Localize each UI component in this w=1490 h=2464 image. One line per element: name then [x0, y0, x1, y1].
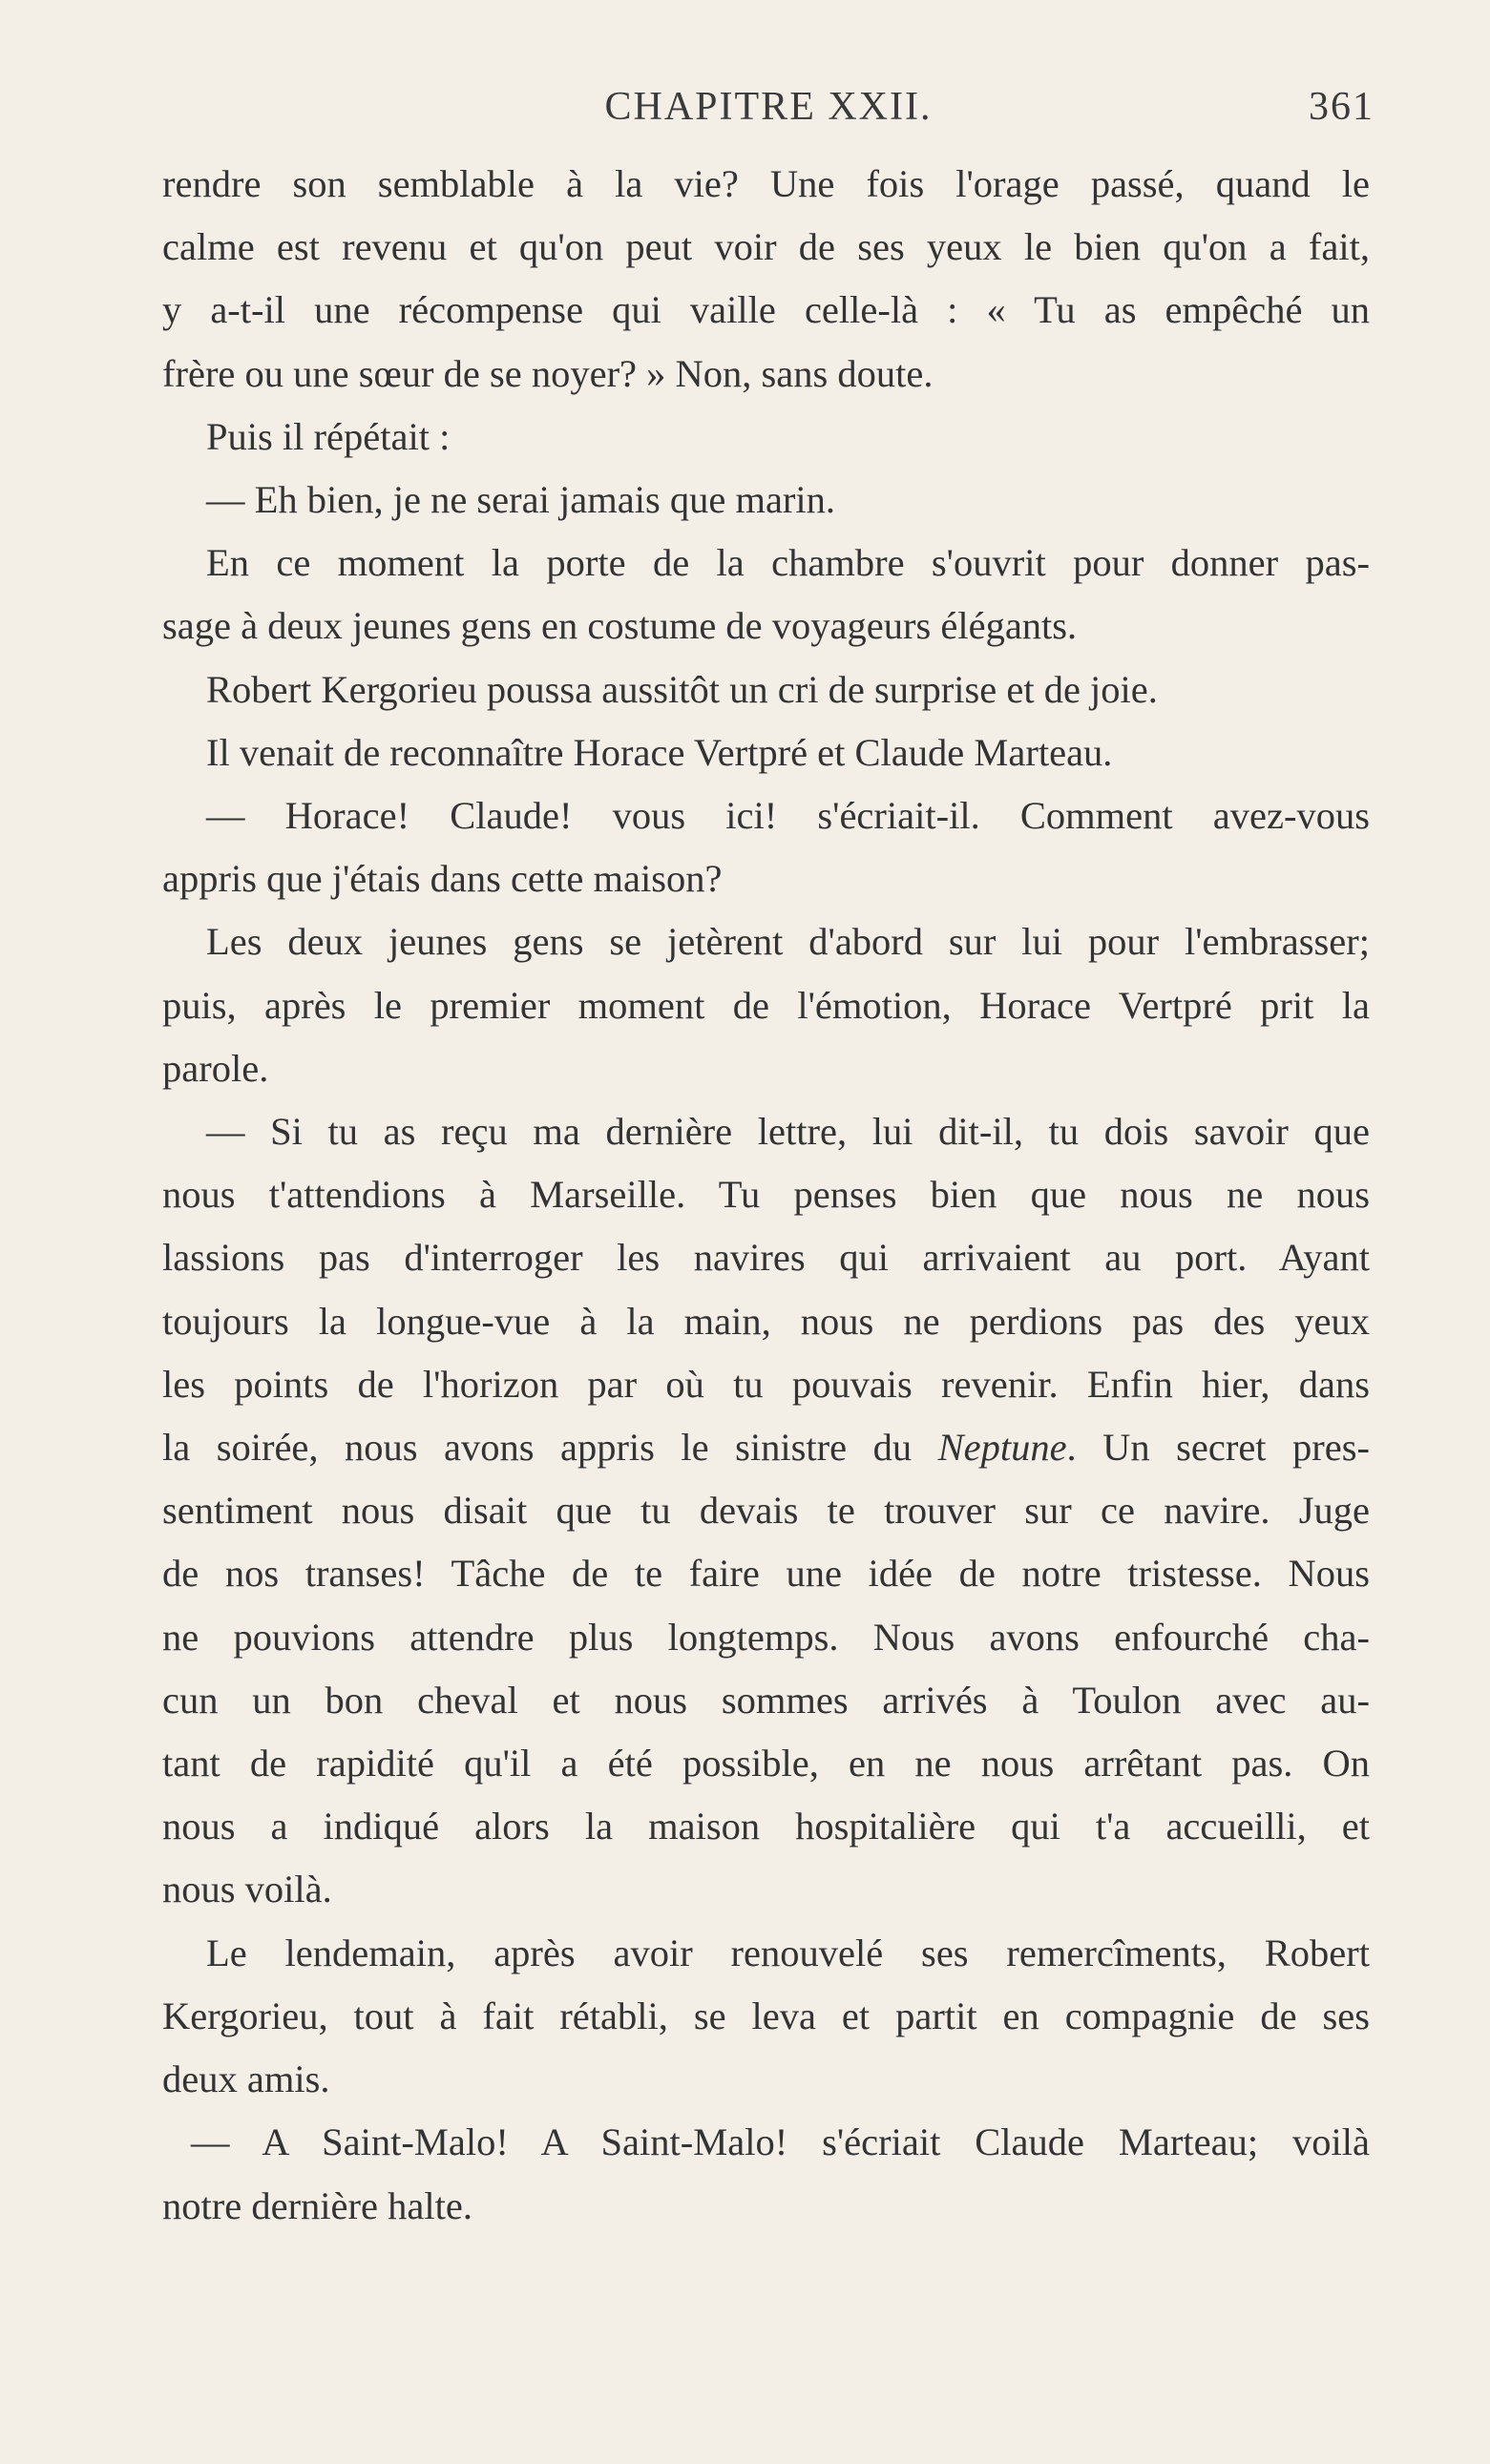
- text-line: calme est revenu et qu'on peut voir de ses yeux le bien qu'on a fait,: [162, 225, 1370, 269]
- text-line: Puis il répétait :: [206, 414, 451, 458]
- text-line: appris que j'étais dans cette maison?: [162, 857, 723, 901]
- text-line: tant de rapidité qu'il a été possible, en ne nous arrêtant pas. On: [162, 1742, 1370, 1785]
- text-line: — A Saint-Malo! A Saint-Malo! s'écriait Claude Marteau; voilà: [191, 2120, 1370, 2164]
- text-line: Il venait de reconnaître Horace Vertpré et Claude Marteau.: [206, 730, 1113, 774]
- text-line: nous t'attendions à Marseille. Tu penses bien que nous ne nous: [162, 1173, 1370, 1217]
- text-line: puis, après le premier moment de l'émotion, Horace Vertpré prit la: [162, 983, 1370, 1027]
- text-line: — Si tu as reçu ma dernière lettre, lui dit-il, tu dois savoir que: [206, 1110, 1370, 1154]
- text-line: nous a indiqué alors la maison hospitalière qui t'a accueilli, et: [162, 1805, 1370, 1848]
- text-line: sentiment nous disait que tu devais te trouver sur ce navire. Juge: [162, 1489, 1370, 1533]
- text-line: rendre son semblable à la vie? Une fois l'orage passé, quand le: [162, 162, 1370, 205]
- text-line: de nos transes! Tâche de te faire une idée de notre tristesse. Nous: [162, 1552, 1370, 1596]
- text-line: Les deux jeunes gens se jetèrent d'abord sur lui pour l'embrasser;: [206, 920, 1370, 964]
- text-line: Kergorieu, tout à fait rétabli, se leva et partit en compagnie de ses: [162, 1994, 1370, 2037]
- text-line: les points de l'horizon par où tu pouvais revenir. Enfin hier, dans: [162, 1362, 1370, 1406]
- text-line: cun un bon cheval et nous sommes arrivés à Toulon avec au-: [162, 1678, 1370, 1722]
- text-line: nous voilà.: [162, 1868, 332, 1911]
- body-text: [162, 153, 1370, 2238]
- text-line: deux amis.: [162, 2057, 330, 2101]
- text-line: y a-t-il une récompense qui vaille celle-là : « Tu as empêché un: [162, 288, 1370, 332]
- text-line: En ce moment la porte de la chambre s'ouvrit pour donner pas-: [206, 541, 1370, 585]
- text-line: la soirée, nous avons appris le sinistre du Neptune. Un secret pres-: [162, 1426, 1370, 1470]
- ship-name: Neptune: [937, 1426, 1067, 1470]
- running-head: [162, 84, 1375, 141]
- text-line: — Horace! Claude! vous ici! s'écriait-il. Comment avez-vous: [206, 794, 1370, 838]
- text-line: Robert Kergorieu poussa aussitôt un cri de surprise et de joie.: [206, 667, 1158, 711]
- text-line: sage à deux jeunes gens en costume de voyageurs élégants.: [162, 604, 1078, 648]
- text-line: ne pouvions attendre plus longtemps. Nous avons enfourché cha-: [162, 1615, 1370, 1659]
- text-line: lassions pas d'interroger les navires qui arrivaient au port. Ayant: [162, 1236, 1370, 1280]
- text-line: notre dernière halte.: [162, 2183, 472, 2227]
- text-line: Le lendemain, après avoir renouvelé ses remercîments, Robert: [206, 1931, 1370, 1974]
- chapter-title: CHAPITRE XXII.: [604, 85, 933, 129]
- text-line: parole.: [162, 1046, 269, 1090]
- page-number: 361: [1309, 85, 1375, 129]
- text-line: toujours la longue-vue à la main, nous ne perdions pas des yeux: [162, 1299, 1370, 1343]
- text-line: — Eh bien, je ne serai jamais que marin.: [206, 478, 836, 522]
- text-line: frère ou une sœur de se noyer? » Non, sans doute.: [162, 351, 934, 395]
